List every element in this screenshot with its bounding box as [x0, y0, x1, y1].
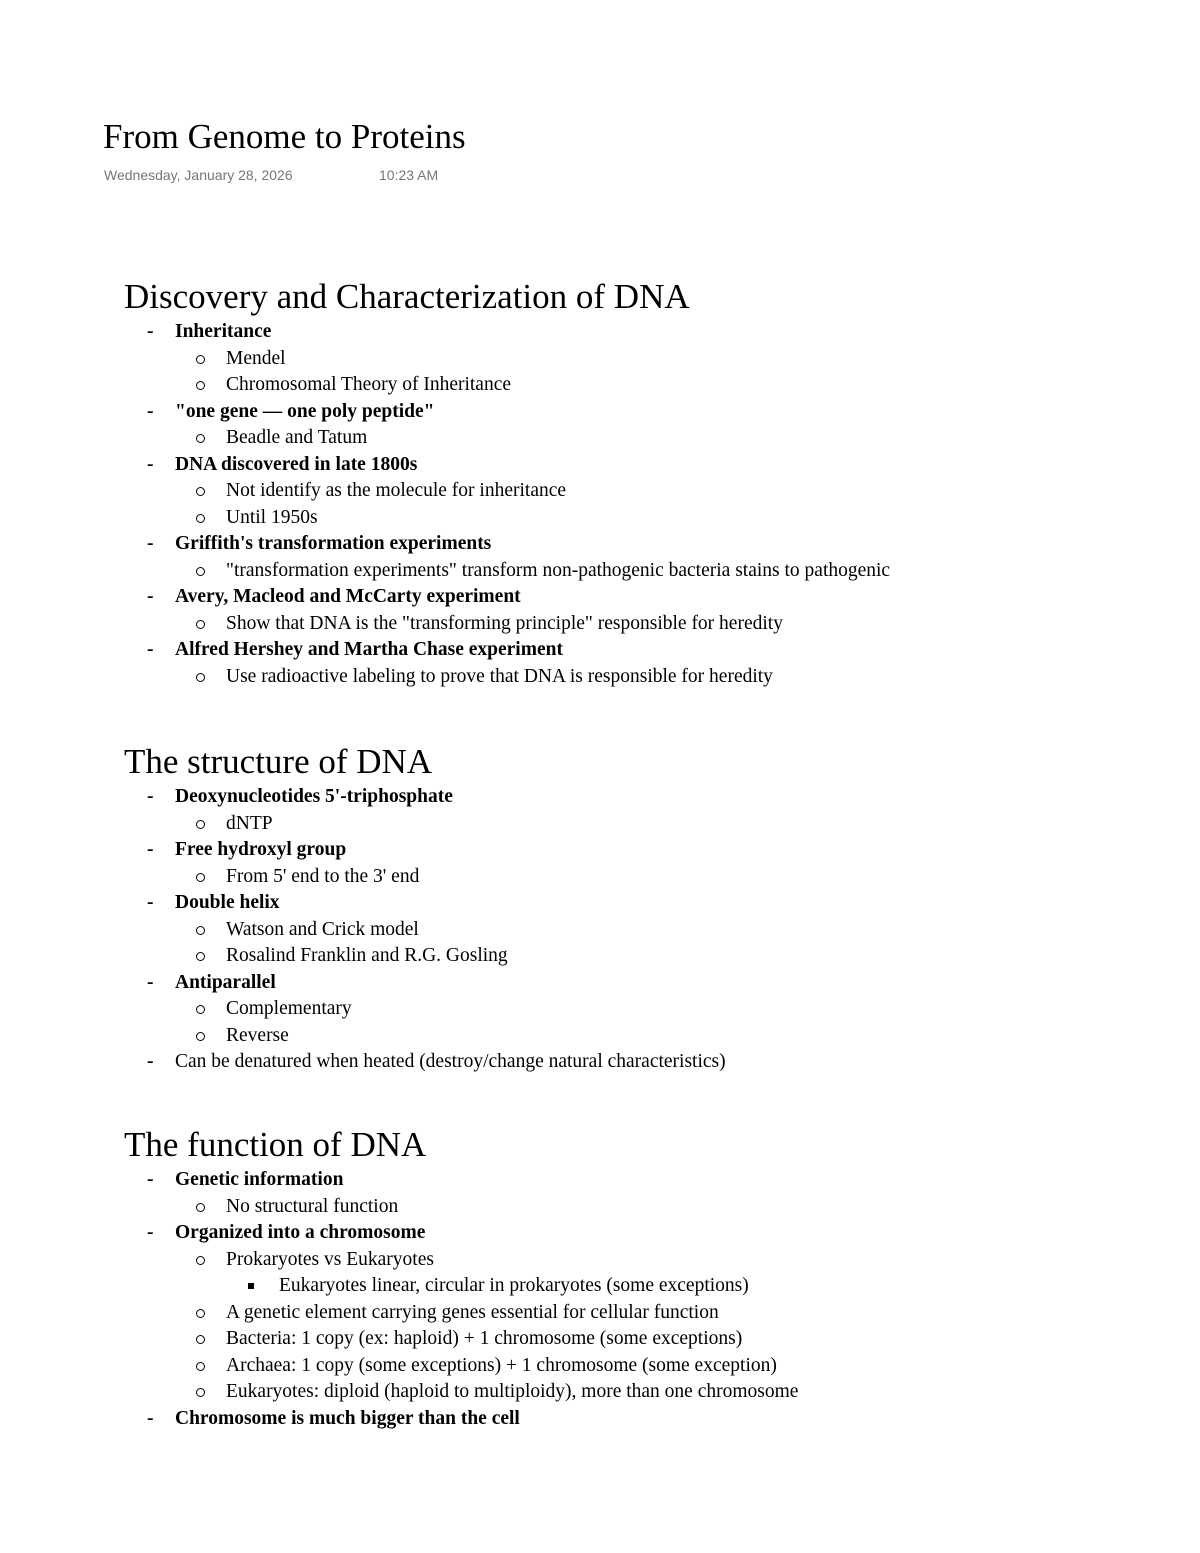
dash-bullet: - — [147, 1169, 154, 1190]
section-function — [124, 1123, 1184, 1432]
section-heading: The function of DNA — [124, 1125, 427, 1164]
list-item — [175, 346, 1184, 373]
item-text: Double helix — [175, 892, 280, 913]
item-text: Chromosome is much bigger than the cell — [175, 1407, 520, 1429]
list-item — [175, 478, 1184, 505]
page-title: From Genome to Proteins — [103, 117, 466, 156]
dash-bullet: - — [147, 453, 154, 475]
item-text: Alfred Hershey and Martha Chase experiment — [175, 639, 563, 660]
circle-bullet-icon — [196, 514, 205, 523]
item-text: Not identify as the molecule for inheritance — [226, 480, 567, 501]
list-item — [124, 970, 1184, 1050]
dash-bullet: - — [147, 1051, 154, 1072]
list-item — [175, 1326, 1184, 1353]
list-item — [175, 1353, 1184, 1380]
circle-bullet-icon — [196, 1388, 205, 1397]
circle-bullet-icon — [196, 1256, 205, 1265]
item-text: Organized into a chromosome — [175, 1222, 426, 1243]
item-text: Reverse — [226, 1024, 289, 1046]
dash-bullet: - — [147, 971, 154, 993]
list-item — [175, 425, 1184, 452]
dash-bullet: - — [147, 533, 154, 554]
circle-bullet-icon — [196, 567, 205, 576]
outline-list — [124, 319, 1184, 690]
item-text: Eukaryotes linear, circular in prokaryotes (some exceptions) — [279, 1275, 749, 1296]
circle-bullet-icon — [196, 487, 205, 496]
item-text: Bacteria: 1 copy (ex: haploid) + 1 chromosome (some exceptions) — [226, 1328, 743, 1349]
item-text: Prokaryotes vs Eukaryotes — [226, 1248, 434, 1270]
circle-bullet-icon — [196, 1032, 205, 1041]
list-item — [124, 890, 1184, 970]
list-item — [124, 319, 1184, 399]
list-item — [175, 1247, 1184, 1300]
circle-bullet-icon — [196, 381, 205, 390]
section-heading: The structure of DNA — [124, 742, 433, 781]
item-text: A genetic element carrying genes essential for cellular function — [226, 1301, 719, 1323]
list-item — [175, 1194, 1184, 1221]
list-item — [124, 452, 1184, 532]
list-item — [124, 1406, 1184, 1433]
list-item — [175, 943, 1184, 970]
list-item — [175, 505, 1184, 532]
list-item — [175, 1023, 1184, 1050]
list-item — [226, 1273, 1184, 1300]
list-item — [175, 996, 1184, 1023]
item-text: Show that DNA is the "transforming principle" responsible for heredity — [226, 612, 783, 634]
page-meta — [104, 166, 439, 184]
item-text: From 5' end to the 3' end — [226, 865, 420, 887]
section-heading: Discovery and Characterization of DNA — [124, 277, 690, 316]
item-text: Rosalind Franklin and R.G. Gosling — [226, 945, 508, 966]
list-item — [124, 531, 1184, 584]
list-item — [175, 1379, 1184, 1406]
section-structure — [124, 740, 1184, 1076]
item-text: Mendel — [226, 347, 286, 369]
dash-bullet: - — [147, 839, 154, 860]
item-text: Inheritance — [175, 321, 272, 342]
circle-bullet-icon — [196, 1362, 205, 1371]
item-text: No structural function — [226, 1195, 399, 1217]
item-text: Archaea: 1 copy (some exceptions) + 1 chromosome (some exception) — [226, 1354, 777, 1376]
item-text: Beadle and Tatum — [226, 427, 368, 448]
list-item — [175, 811, 1184, 838]
item-text: Chromosomal Theory of Inheritance — [226, 374, 512, 395]
item-text: dNTP — [226, 812, 273, 834]
item-text: Free hydroxyl group — [175, 839, 347, 860]
item-text: Use radioactive labeling to prove that DNA is responsible for heredity — [226, 665, 773, 687]
list-item — [175, 372, 1184, 399]
item-text: "transformation experiments" transform non-pathogenic bacteria stains to pathogenic — [226, 559, 891, 581]
circle-bullet-icon — [196, 355, 205, 364]
dash-bullet: - — [147, 1222, 154, 1243]
outline-list — [124, 784, 1184, 1076]
dash-bullet: - — [147, 1407, 154, 1429]
item-text: Can be denatured when heated (destroy/change natural characteristics) — [175, 1051, 726, 1072]
list-item — [124, 1220, 1184, 1406]
page-time: 10:23 AM — [379, 167, 439, 183]
dash-bullet: - — [147, 786, 154, 807]
circle-bullet-icon — [196, 434, 205, 443]
list-item — [124, 399, 1184, 452]
dash-bullet: - — [147, 639, 154, 660]
list-item — [124, 1049, 1184, 1076]
list-item — [124, 584, 1184, 637]
item-text: Complementary — [226, 998, 352, 1019]
item-text: Antiparallel — [175, 971, 276, 993]
section-discovery — [124, 275, 1184, 690]
item-text: Avery, Macleod and McCarty experiment — [175, 586, 521, 607]
circle-bullet-icon — [196, 1203, 205, 1212]
item-text: Griffith's transformation experiments — [175, 533, 492, 554]
list-item — [124, 1167, 1184, 1220]
square-bullet-icon — [248, 1283, 254, 1289]
dash-bullet: - — [147, 892, 154, 913]
circle-bullet-icon — [196, 1005, 205, 1014]
circle-bullet-icon — [196, 1309, 205, 1318]
circle-bullet-icon — [196, 820, 205, 829]
item-text: Deoxynucleotides 5'-triphosphate — [175, 786, 453, 807]
circle-bullet-icon — [196, 873, 205, 882]
list-item — [175, 664, 1184, 691]
list-item — [175, 1300, 1184, 1327]
circle-bullet-icon — [196, 926, 205, 935]
list-item — [175, 864, 1184, 891]
item-text: Genetic information — [175, 1169, 344, 1190]
list-item — [175, 611, 1184, 638]
outline-list — [124, 1167, 1184, 1432]
item-text: "one gene — one poly peptide" — [175, 400, 435, 422]
dash-bullet: - — [147, 586, 154, 607]
list-item — [124, 637, 1184, 690]
page-date: Wednesday, January 28, 2026 — [104, 167, 293, 183]
circle-bullet-icon — [196, 620, 205, 629]
dash-bullet: - — [147, 321, 154, 342]
list-item — [175, 917, 1184, 944]
item-text: Watson and Crick model — [226, 918, 419, 940]
circle-bullet-icon — [196, 952, 205, 961]
list-item — [175, 558, 1184, 585]
list-item — [124, 784, 1184, 837]
item-text: Eukaryotes: diploid (haploid to multiploidy), more than one chromosome — [226, 1381, 799, 1402]
item-text: DNA discovered in late 1800s — [175, 453, 418, 475]
dash-bullet: - — [147, 400, 154, 422]
circle-bullet-icon — [196, 1335, 205, 1344]
circle-bullet-icon — [196, 673, 205, 682]
item-text: Until 1950s — [226, 506, 318, 528]
list-item — [124, 837, 1184, 890]
